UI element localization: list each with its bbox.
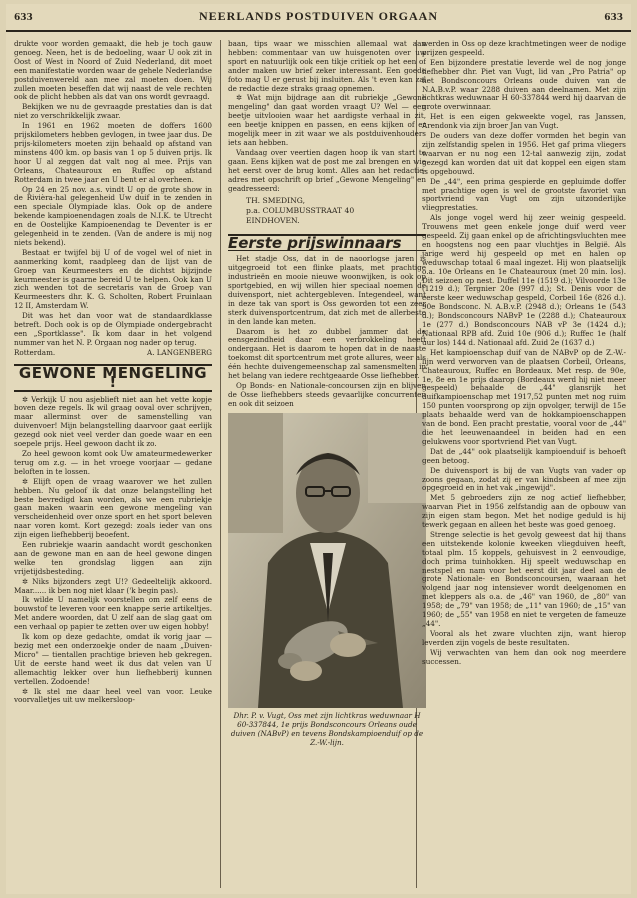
address-city: EINDHOVEN. <box>246 216 300 226</box>
paragraph: Dat de „44" ook plaatselijk kampioenduif is behoeft geen betoog. <box>422 446 626 465</box>
address-block <box>228 196 426 226</box>
address-name: TH. SMEDING, <box>246 196 305 206</box>
paragraph: In 1961 en 1962 moeten de doffers 1600 prijskilometers hebben gevlogen, in twee jaar dus. De prijs-kilometers moeten zijn behaald op afstand van minstens 400 km. op basis van 1 op 5 duiven prijs. Ik hoor U al zeggen dat valt nog al mee. Prijs van Orleans, Chateauroux en Ruffec op afstand Rotterdam in twee jaar en U bent er al overheen. <box>14 121 212 184</box>
paragraph: Strenge selectie is het gevolg geweest dat hij thans een uitstekende kolonie kweeken vliegduiven heeft, totaal plm. 15 koppels, gehuisvest in 2 eenvoudige, doch prima tuinhokken. Hij speelt weduwschap en nestspel en nam voor het eerst dit jaar deel aan de grote Nationale- en Bondsconcoursen, waaraan het volgend jaar nog intensiever wordt deelgenomen en met kleppers als o.a. de „46" van 1960, de „80" van 1958; de „79" van 1958; de „11" van 1960; de „15" van 1960; de „55" van 1958 en niet te vergeten de fameuze „44". <box>422 529 626 628</box>
photo-man-with-pigeon <box>228 413 426 708</box>
paragraph: ✲ Elijft open de vraag waarover we het zullen hebben. Nu geloof ik dat onze belangstelling het beste bevredigd kan worden, als we een rubriekje gaan maken waarin een gewone mengeling van verscheidenheid over onze sport en het sport beleven naar voren komt. Kort gezegd: zoals ieder van ons zijn eigen liefhebberij beoefent. <box>14 476 212 540</box>
paragraph: werden in Oss op deze krachtmetingen weer de nodige prijzen gespeeld. <box>422 40 626 57</box>
page-number-right: 633 <box>604 13 623 23</box>
paragraph: drukte voor worden gemaakt, die heb je toch gauw genoeg. Neen, het is de bedoeling, waar U ook zit in Oost of West in Noord of Zuid Nederland, dit moet een manifestatie worden waar de gehele Nederlandse postduivenwereld aan mee zal moeten doen. Wij zullen moeten beseffen dat wij naast de vele rechten ook de plicht hebben als dat van ons wordt gevraagd. <box>14 40 212 102</box>
paragraph: ✲ Wat mijn bijdrage aan dit rubriekje „Gewone mengeling" dan gaat worden vraagt U? Wel — een beetje uitvlooien waar het aardigste verhaal in zit, een beetje knippen en passen, en eens kijken of er mogelijk meer in zit waar we als postduivenhouders iets aan hebben. <box>228 93 426 147</box>
column-rule <box>220 40 221 888</box>
section-title-gewone-mengeling: GEWONE MENGELING ! <box>14 364 212 392</box>
paragraph: Het kampioenschap duif van de NABvP op de Z.-W.-lijn werd verworven van de plaatsen Corbeil, Orleans, Chateauroux, Ruffec en Bordeaux. Met resp. de 90e, 1e, 8e en 1e prijs daarop (Bordeaux werd hij niet meer gespeeld) behaalde de „44" glansrijk het duifkampioenschap met 1917,52 punten met nog ruim 150 punten voorsprong op zijn opvolger, terwijl de 15e plaats behaalde werd van de hokkampioenschappen van de bond. Een pracht prestatie, vooral voor de „44" die het leeuwenaandeel in beiden had en een gelukwens voor sportvriend Piet van Vugt. <box>422 347 626 446</box>
paragraph: Bekijken we nu de gevraagde prestaties dan is dat niet zo verschrikkelijk zwaar. <box>14 102 212 121</box>
paragraph: Ik wilde U namelijk voorstellen om zelf eens de bouwstof te leveren voor een knappe serie artikeltjes. Met andere woorden, dat U zelf aan de slag gaat om een verhaal op papier te zetten over uw eigen hobby! <box>14 595 212 632</box>
journal-title: NEERLANDS POSTDUIVEN ORGAAN <box>198 9 439 23</box>
paragraph: baan, tips waar we misschien allemaal wat aan hebben: commentaar van uw huisgenoten over uw sport en natuurlijk ook een tikje critiek op het een of ander maken uw brief zeker interessant. Een goede foto mag U er gerust bij insluiten. Als 't even kan zal de redactie deze straks graag opnemen. <box>228 40 426 93</box>
paragraph: Zo heel gewoon komt ook Uw amateurmedewerker terug om z.g. — in het vroege voorjaar — gedane beloften in te lossen. <box>14 448 212 476</box>
paragraph: Bestaat er twijfel bij U of de vogel wel of niet in aanmerking komt, raadpleeg dan de lijst van de Groep van Keurmeesters en de dichtst bijzijnde keurmeester is gaarne bereid U te helpen. Ook kan U zich wenden tot de secretaris van de Groep van Keurmeesters dhr. K. G. Scholten, Robert Fruinlaan 12 II, Amsterdam W. <box>14 247 212 311</box>
paragraph: Vooral als het zware vluchten zijn, want hierop leverden zijn vogels de beste resultaten. <box>422 628 626 647</box>
star-icon: ✲ <box>22 686 29 696</box>
paragraph: ✲ Ik stel me daar heel veel van voor. Leuke voorvalletjes uit uw melkersloop- <box>14 686 212 705</box>
paragraph: Daarom is het zo dubbel jammer dat de eensgezindheid daar een verbrokkeling heeft ondergaan. Het is daarom te hopen dat in de naaste toekomst dit sportcentrum met grote allures, weer als één hechte duivengemeenschap zal samensmelten in het belang van iedere rechtgeaarde Osse liefhebber. <box>228 326 426 381</box>
star-icon: ✲ <box>236 93 243 103</box>
paragraph: Een bijzondere prestatie leverde wel de nog jonge liefhebber dhr. Piet van Vugt, lid van „Pro Patria" op het Bondsconcours Orleans oude duiven van de N.A.B.v.P. waar 2288 duiven aan deelnamen. Met zijn lichtkras weduwnaar H 60-337844 werd hij daarvan de grote overwinnaar. <box>422 57 626 112</box>
paragraph: Met 5 gebroeders zijn ze nog actief liefhebber, waarvan Piet in 1956 zelfstandig aan de opbouw van zijn eigen stam begon. Met het nodige geduld is hij tewerk gegaan en alleen het beste was goed genoeg. <box>422 493 626 530</box>
paragraph: ✲ Verkijk U nou asjeblieft niet aan het vette kopje boven deze regels. Ik wil graag ooval over schrijven, maar allerminst over de samenstelling van duivenvoer! Mijn belangstelling daarvoor gaat eerlijk gezegd ook niet veel verder dan goede waar en een soepele prijs. Heel gewoon dacht ik zo. <box>14 394 212 449</box>
section-title-eerste-prijswinnaars: Eerste prijswinnaars <box>228 234 426 251</box>
column-2 <box>228 40 426 888</box>
newspaper-page <box>6 4 631 894</box>
paragraph: Vandaag over veertien dagen hoop ik van start te gaan. Eens kijken wat de post me zal brengen en wie het eerst over de brug komt. Alles aan het redactie-adres met opschrift op brief „Gewone Mengeling" en geadresseerd: <box>228 147 426 193</box>
paragraph: De „44", een prima gespierde en gepluimde doffer met prachtige ogen is wel de grootste favoriet van sportvriend van Vugt om zijn uitzonderlijke vliegprestaties. <box>422 176 626 213</box>
column-3 <box>422 40 626 888</box>
column-1 <box>14 40 212 888</box>
paragraph: Ik kom op deze gedachte, omdat ik vorig jaar — bezig met een onderzoekje onder de naam „Duiven-Micro" — tientallen prachtige brieven heb gekregen. Uit de eerste hand weet ik dus dat velen van U allemachtig lekker over hun liefhebberij kunnen vertellen. Zodoende! <box>14 632 212 686</box>
paragraph: Het is een eigen gekweekte vogel, ras Janssen, Arendonk via zijn broer Jan van Vugt. <box>422 112 626 131</box>
paragraph: Een rubriekje waarin aandacht wordt geschonken aan de gewone man en aan de heel gewone dingen welke ten grondslag liggen aan zijn vrijetijdsbesteding. <box>14 540 212 576</box>
address-street: p.a. COLUMBUSSTRAAT 40 <box>246 206 355 216</box>
page-number-left: 633 <box>14 13 33 23</box>
signature-name: A. LANGENBERG <box>147 347 212 357</box>
paragraph: Het stadje Oss, dat in de naoorlogse jaren is uitgegroeid tot een flinke plaats, met prachtige industrieën en mooie nieuwe woonwijken, is ook op sportgebied, en wij willen hier speciaal noemen de duivensport, niet achtergebleven. Integendeel, want in deze tak van sport is Oss geworden tot een zeer sterk duivensportcentrum, dat zich met de allerbeste in den lande kan meten. <box>228 254 426 326</box>
signature-place: Rotterdam. <box>14 347 56 357</box>
paragraph: De ouders van deze doffer vormden het begin van zijn zelfstandig spelen in 1956. Het gaf prima vliegers waarvan er nu nog een 12-tal aanwezig zijn, zodat gezegd kan worden dat uit dat koppel een eigen stam is opgebouwd. <box>422 131 626 176</box>
page-header <box>6 4 631 32</box>
paragraph: Op Bonds- en Nationale-concoursen zijn en blijven de Osse liefhebbers steeds gevaarlijke concurrenten en ook dit seizoen <box>228 381 426 408</box>
star-icon: ✲ <box>22 476 29 486</box>
star-icon: ✲ <box>22 394 29 404</box>
paragraph: Als jonge vogel werd hij zeer weinig gespeeld. Trouwens met geen enkele jonge duif werd veer gespeeld. Zij gaan enkel op de africhtingsvluchten mee en hoogstens nog een paar vluchtjes in België. Als jarige werd hij gespeeld op met en halen op weduwschap totaal 6 maal ingezet. Hij won plaatselijk o.a. 10e Orleans en 1e Chateauroux (met 20 min. los). Dit seizoen op nest. Duffel 11e (1519 d.); Vilvoorde 13e (1219 d.); Tergnier 20e (997 d.); St. Denis voor de eerste keer weduwschap gespeld, Corbeil 16e (826 d.). 90e Bondsconc. N. A.B.v.P. (2948 d.); Orleans 1e (543 d.); Bondsconcours NABvP 1e (2288 d.); Chateauroux 1e (277 d.) Bondsconcours NAB vP 3e (1424 d.); Nationaal RPB afd. Zuid 10e (906 d.); Ruffec 1e (half uur los) 144 d. Nationaal afd. Zuid 2e (1637 d.) <box>422 213 626 347</box>
paragraph: Op 24 en 25 nov. a.s. vindt U op de grote show in de Rivièra-hal gelegenheid Uw duif in te zenden in een speciale Olympiade klas. Ook op de andere bekende kampioenendagen zoals de N.I.K. te Utrecht en de Oostelijke Kampioenendag te Deventer is er gelegenheid in te zenden. (Van de andere is mij nog niets bekend). <box>14 184 212 247</box>
paragraph: De duivensport is bij de van Vugts van vader op zoons gegaan, zodat zij er van kindsbeen af mee zijn opgegroeid en in het vak „ingewijd". <box>422 465 626 493</box>
paragraph: ✲ Niks bijzonders zegt U!? Gedeeltelijk akkoord. Maar...... ik ben nog niet klaar ('k begin pas). <box>14 576 212 595</box>
paragraph: Wij verwachten van hem dan ook nog meerdere successen. <box>422 647 626 666</box>
signature-line <box>14 349 212 358</box>
star-icon: ✲ <box>22 576 29 586</box>
photo-caption: Dhr. P. v. Vugt, Oss met zijn lichtkras weduwnaar H 60-337844, 1e prijs Bondsconcours Orleans oude duiven (NABvP) en tevens Bondskampioenduif op de Z.-W.-lijn. <box>230 710 424 747</box>
paragraph: Dit was het dan voor wat de standaardklasse betreft. Doch ook is op de Olympiade ondergebracht een „Sportklasse". Ik kom daar in het volgend nummer van het N. P. Orgaan nog nader op terug. <box>14 311 212 347</box>
